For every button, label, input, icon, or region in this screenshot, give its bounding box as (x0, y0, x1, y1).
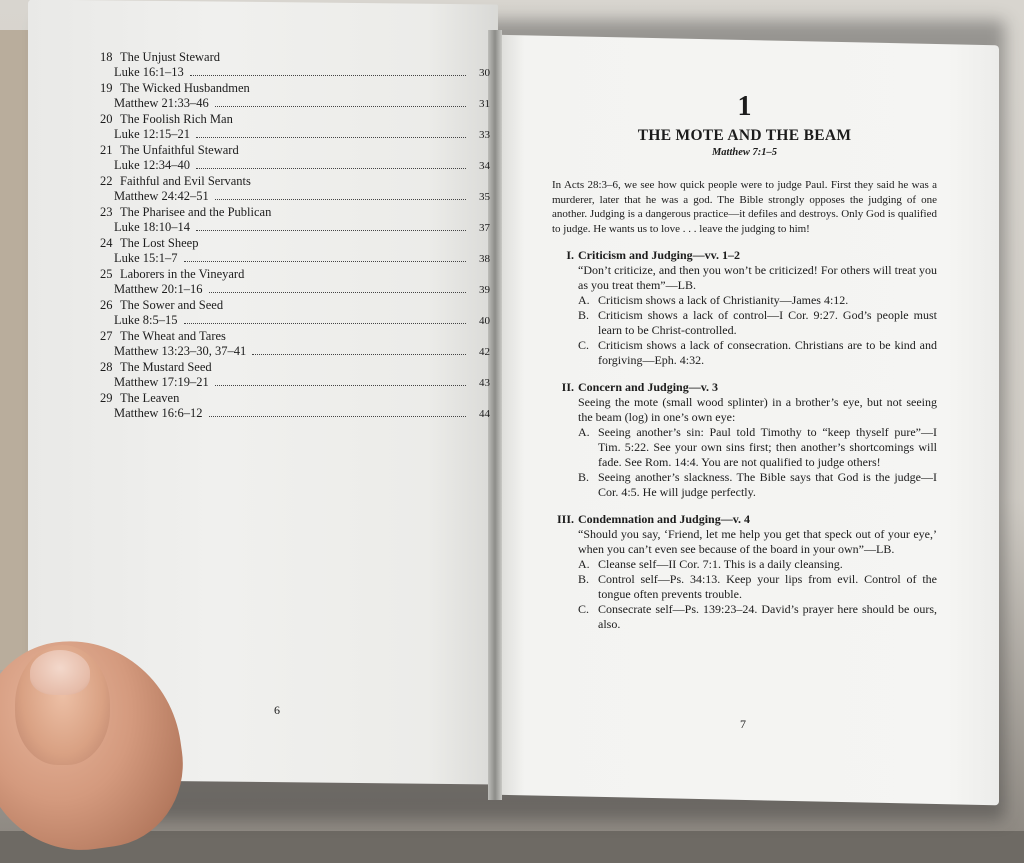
point-letter: C. (578, 338, 590, 352)
point-text: Criticism shows a lack of control—I Cor. 9:27. God’s people must learn to be Christ-controlled. (598, 308, 937, 337)
toc-title: The Sower and Seed (120, 298, 224, 312)
toc-number: 20 (100, 112, 113, 126)
toc-scripture: Matthew 21:33–46 (114, 96, 209, 110)
toc-leader-dots (190, 75, 466, 76)
toc-leader-dots (215, 385, 466, 386)
toc-title: The Lost Sheep (120, 236, 199, 250)
toc-number: 28 (100, 360, 113, 374)
toc-page: 43 (479, 377, 490, 389)
toc-page: 34 (479, 160, 490, 172)
table-of-contents (100, 50, 490, 422)
toc-entry (100, 329, 490, 360)
section-body: Seeing the mote (small wood splinter) in a brother’s eye, but not seeing the beam (log) in one’s own eye: (578, 395, 937, 424)
toc-number: 23 (100, 205, 113, 219)
section-heading: Criticism and Judging—vv. 1–2 (578, 248, 741, 262)
toc-title: The Unjust Steward (120, 50, 220, 64)
toc-page: 33 (479, 129, 490, 141)
toc-entry (100, 174, 490, 205)
book-gutter (488, 30, 502, 800)
outline-point (552, 572, 937, 602)
chapter-scripture: Matthew 7:1–5 (711, 147, 778, 158)
toc-leader-dots (196, 230, 466, 231)
toc-scripture: Luke 16:1–13 (114, 65, 184, 79)
chapter-content (552, 91, 937, 632)
toc-entry (100, 143, 490, 174)
toc-number: 19 (100, 81, 113, 95)
section-numeral: I. (566, 248, 574, 262)
toc-leader-dots (184, 261, 466, 262)
toc-title: The Wheat and Tares (120, 329, 226, 343)
toc-entry (100, 298, 490, 329)
toc-number: 25 (100, 267, 113, 281)
toc-title: The Unfaithful Steward (120, 143, 239, 157)
toc-title: The Pharisee and the Publican (120, 205, 272, 219)
toc-leader-dots (184, 323, 466, 324)
chapter-title: THE MOTE AND THE BEAM (637, 127, 852, 144)
toc-title: The Wicked Husbandmen (120, 81, 250, 95)
toc-leader-dots (215, 106, 466, 107)
toc-number: 27 (100, 329, 113, 343)
outline-sections (552, 248, 937, 632)
toc-title: The Foolish Rich Man (120, 112, 233, 126)
toc-entry (100, 81, 490, 112)
toc-number: 22 (100, 174, 113, 188)
section-heading: Condemnation and Judging—v. 4 (578, 512, 751, 526)
toc-title: Laborers in the Vineyard (120, 267, 245, 281)
toc-scripture: Luke 12:34–40 (114, 158, 191, 172)
section-numeral: II. (561, 380, 574, 394)
point-letter: B. (578, 308, 590, 322)
toc-page: 37 (479, 222, 490, 234)
toc-page: 35 (479, 191, 490, 203)
toc-number: 26 (100, 298, 113, 312)
point-letter: A. (578, 425, 590, 439)
outline-point (552, 557, 937, 572)
toc-page: 40 (479, 315, 490, 327)
toc-title: The Leaven (120, 391, 180, 405)
section-heading: Concern and Judging—v. 3 (578, 380, 719, 394)
toc-page: 39 (479, 284, 490, 296)
toc-leader-dots (209, 292, 466, 293)
toc-leader-dots (215, 199, 466, 200)
outline-section (552, 380, 937, 500)
outline-point (552, 308, 937, 338)
point-letter: B. (578, 470, 590, 484)
outline-section (552, 248, 937, 368)
toc-entry (100, 205, 490, 236)
toc-number: 24 (100, 236, 113, 250)
toc-scripture: Matthew 20:1–16 (114, 282, 203, 296)
toc-entry (100, 360, 490, 391)
point-letter: A. (578, 557, 590, 571)
toc-scripture: Matthew 13:23–30, 37–41 (114, 344, 247, 358)
outline-point (552, 602, 937, 632)
section-body: “Don’t criticize, and then you won’t be criticized! For others will treat you as you treat them”—LB. (578, 263, 937, 292)
point-text: Seeing another’s sin: Paul told Timothy to “keep thyself pure”—I Tim. 5:22. See your own sins first; then another’s shortcomings will fade. See Rom. 14:4. You are not qualified to judge others! (598, 425, 937, 469)
toc-scripture: Matthew 24:42–51 (114, 189, 209, 203)
toc-scripture: Luke 12:15–21 (114, 127, 191, 141)
toc-page: 38 (479, 253, 490, 265)
outline-section (552, 512, 937, 632)
toc-number: 29 (100, 391, 113, 405)
outline-point (552, 425, 937, 470)
outline-point (552, 470, 937, 500)
point-text: Seeing another’s slackness. The Bible says that God is the judge—I Cor. 4:5. He will judge perfectly. (598, 470, 937, 499)
point-text: Criticism shows a lack of Christianity—James 4:12. (598, 293, 849, 307)
outline-point (552, 293, 937, 308)
toc-page: 44 (479, 408, 490, 420)
page-number-left: 6 (274, 703, 280, 717)
toc-scripture: Luke 15:1–7 (114, 251, 178, 265)
toc-leader-dots (196, 137, 466, 138)
toc-entry (100, 267, 490, 298)
toc-scripture: Luke 18:10–14 (114, 220, 191, 234)
toc-scripture: Luke 8:5–15 (114, 313, 178, 327)
point-text: Criticism shows a lack of consecration. Christians are to be kind and forgiving—Eph. 4:32. (598, 338, 937, 367)
toc-leader-dots (252, 354, 466, 355)
point-text: Control self—Ps. 34:13. Keep your lips from evil. Control of the tongue often prevents trouble. (598, 572, 937, 601)
thumbnail (30, 650, 90, 695)
toc-title: The Mustard Seed (120, 360, 212, 374)
toc-number: 18 (100, 50, 113, 64)
toc-page: 31 (479, 98, 490, 110)
chapter-intro: In Acts 28:3–6, we see how quick people were to judge Paul. First they said he was a murderer, later that he was a god. The Bible strongly opposes the judging of one another. Judging is a dangerous practice—it defiles and destroys. Only God is qualified to judge. He wants us to love . . . leave the judging to him! (552, 179, 937, 235)
toc-entry (100, 391, 490, 422)
point-text: Consecrate self—Ps. 139:23–24. David’s prayer here should be ours, also. (598, 602, 937, 631)
point-letter: B. (578, 572, 590, 586)
toc-leader-dots (209, 416, 466, 417)
point-text: Cleanse self—II Cor. 7:1. This is a daily cleansing. (598, 557, 843, 571)
section-body: “Should you say, ‘Friend, let me help you get that speck out of your eye,’ when you can’t even see because of the board in your own”—LB. (578, 527, 937, 556)
toc-page: 42 (479, 346, 490, 358)
page-number-right: 7 (740, 717, 746, 731)
point-letter: A. (578, 293, 590, 307)
toc-page: 30 (479, 67, 490, 79)
toc-title: Faithful and Evil Servants (120, 174, 251, 188)
section-numeral: III. (556, 512, 574, 526)
toc-entry (100, 236, 490, 267)
toc-entry (100, 50, 490, 81)
point-letter: C. (578, 602, 590, 616)
chapter-number: 1 (737, 91, 752, 122)
toc-entry (100, 112, 490, 143)
outline-point (552, 338, 937, 368)
toc-number: 21 (100, 143, 113, 157)
toc-leader-dots (196, 168, 466, 169)
toc-scripture: Matthew 17:19–21 (114, 375, 209, 389)
toc-scripture: Matthew 16:6–12 (114, 406, 203, 420)
